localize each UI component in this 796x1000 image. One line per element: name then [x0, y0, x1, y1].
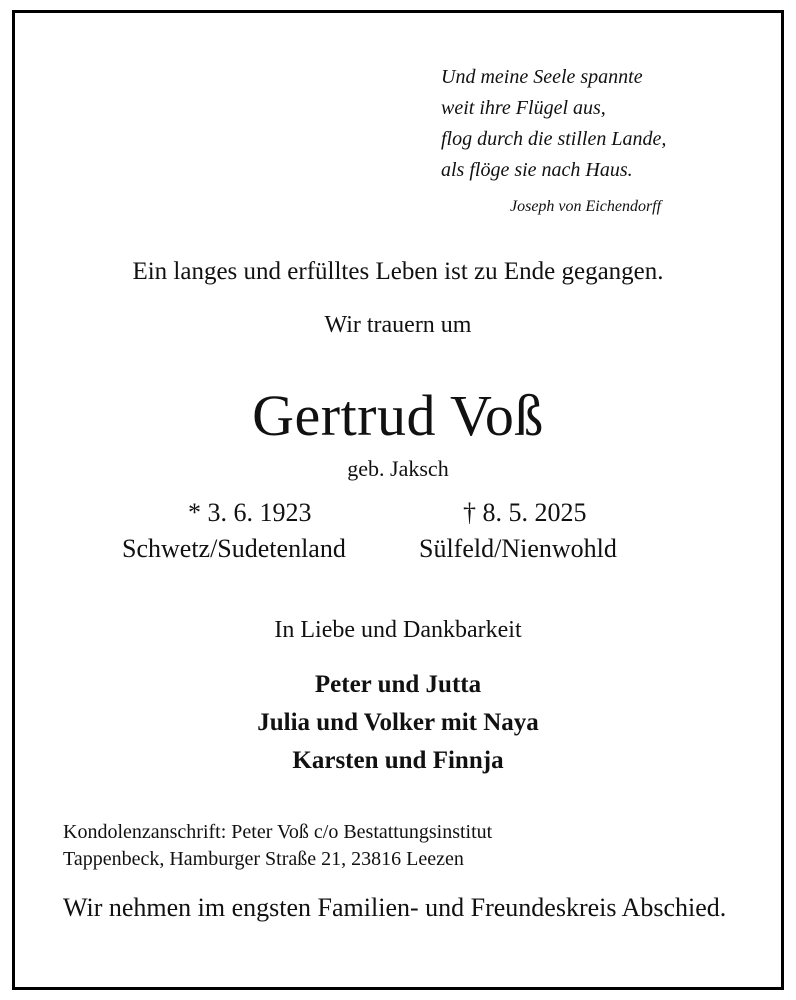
love-line: In Liebe und Dankbarkeit: [274, 617, 522, 643]
poem-author: Joseph von Eichendorff: [510, 198, 662, 215]
farewell-text: Wir nehmen im engsten Familien- und Freundeskreis Abschied.: [63, 893, 727, 922]
deceased-name: Gertrud Voß: [252, 383, 544, 448]
family-member: Karsten und Finnja: [292, 747, 504, 774]
poem: [441, 62, 666, 186]
family-list: [0, 666, 796, 780]
family-member: Peter und Jutta: [314, 671, 482, 698]
mourning-text: Wir trauern um: [324, 312, 472, 338]
poem-line: als flöge sie nach Haus.: [441, 159, 633, 181]
address-line: Kondolenzanschrift: Peter Voß c/o Bestattungsinstitut: [63, 821, 493, 843]
death-place: Sülfeld/Nienwohld: [419, 534, 617, 563]
poem-line: Und meine Seele spannte: [441, 66, 643, 88]
address-line: Tappenbeck, Hamburger Straße 21, 23816 Leezen: [63, 848, 464, 870]
death-date: † 8. 5. 2025: [463, 498, 587, 527]
maiden-name: geb. Jaksch: [347, 456, 449, 481]
condolence-address: [63, 819, 492, 873]
family-member: Julia und Volker mit Naya: [257, 709, 539, 736]
intro-text: Ein langes und erfülltes Leben ist zu Ende gegangen.: [132, 258, 664, 285]
poem-line: flog durch die stillen Lande,: [441, 128, 667, 150]
birth-place: Schwetz/Sudetenland: [122, 534, 346, 563]
birth-date: * 3. 6. 1923: [188, 498, 312, 527]
poem-line: weit ihre Flügel aus,: [441, 97, 606, 119]
